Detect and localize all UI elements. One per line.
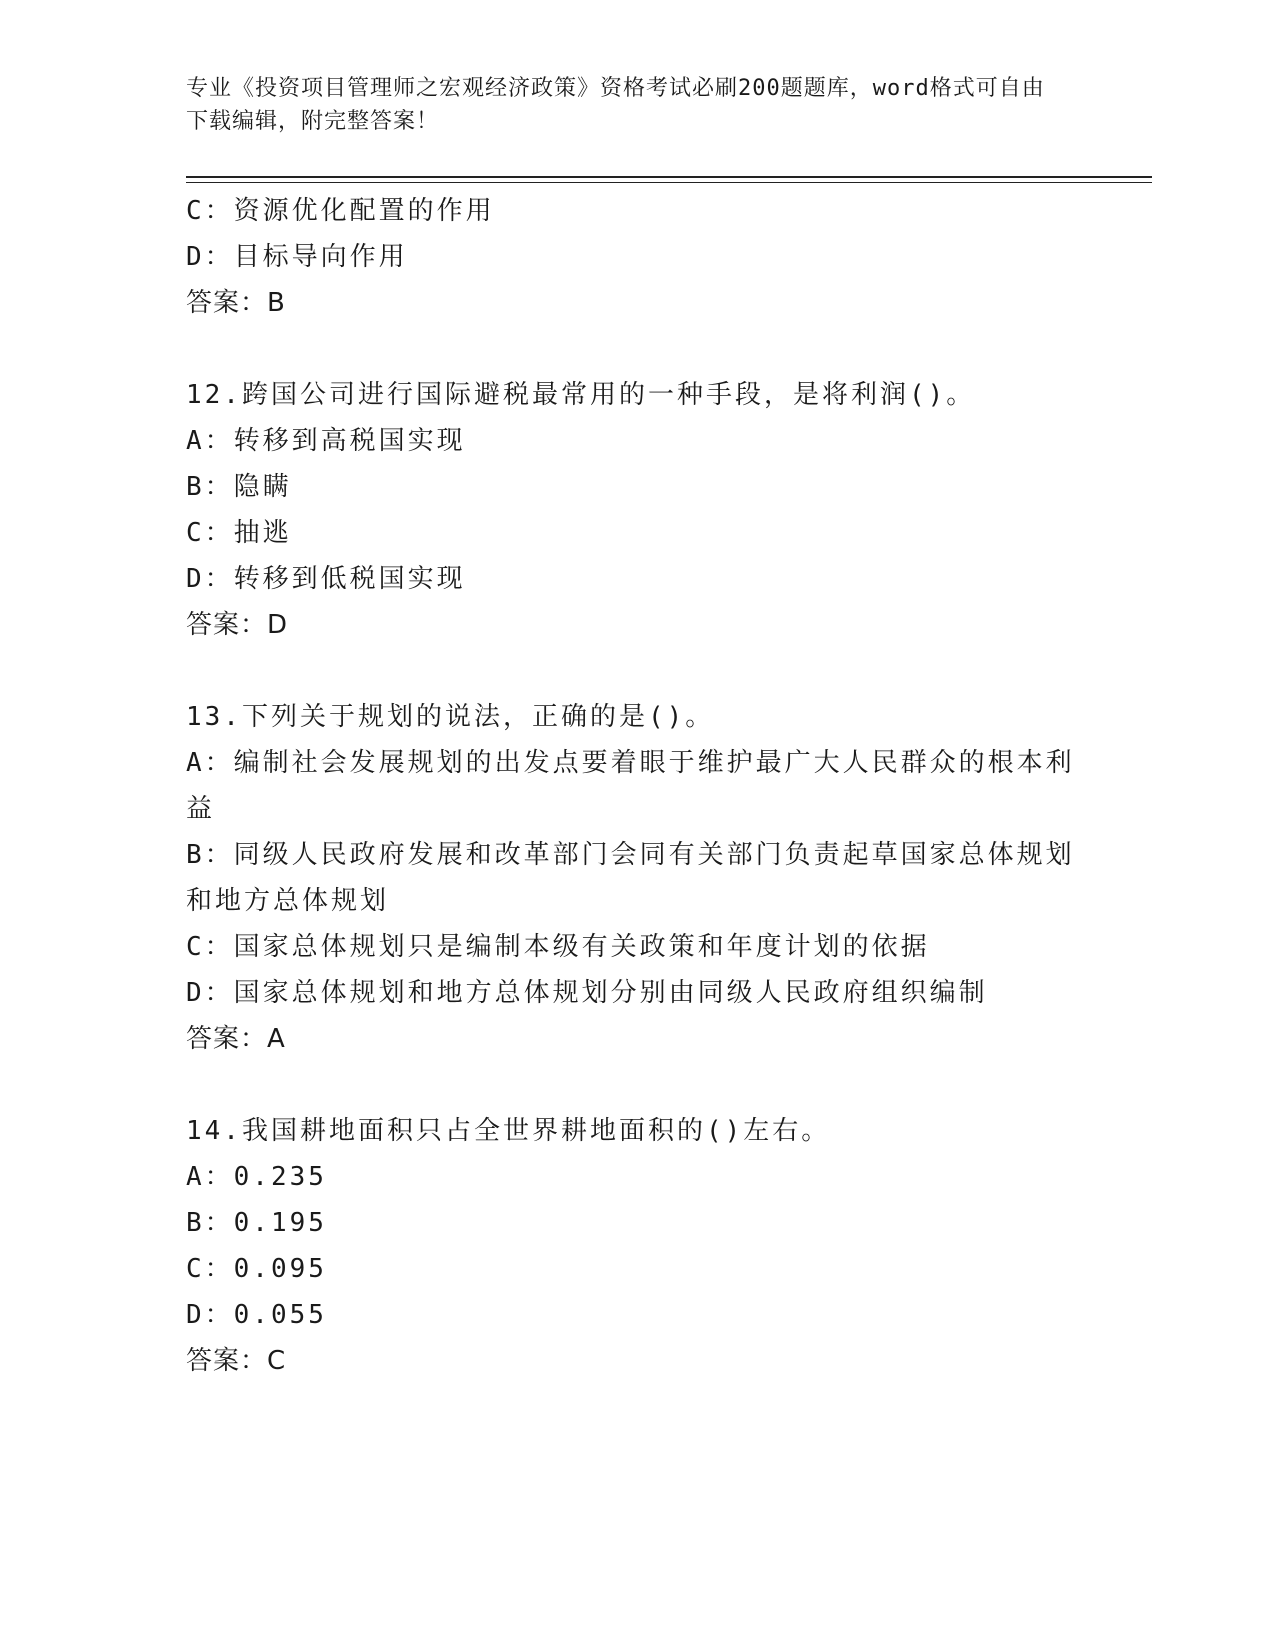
header-divider-thick	[186, 176, 1152, 178]
option-a: A：转移到高税国实现	[186, 426, 466, 456]
spacer	[186, 648, 1086, 694]
option-c: C：国家总体规划只是编制本级有关政策和年度计划的依据	[186, 932, 930, 962]
option-b: B：0.195	[186, 1208, 327, 1238]
option-d: D：0.055	[186, 1300, 327, 1330]
option-b: B：隐瞒	[186, 472, 292, 502]
question-block-12	[186, 372, 1086, 648]
question-text: 13.下列关于规划的说法，正确的是()。	[186, 702, 715, 732]
option-d: D：转移到低税国实现	[186, 564, 466, 594]
answer-line: 答案：A	[186, 1024, 286, 1054]
option-d: D：国家总体规划和地方总体规划分别由同级人民政府组织编制	[186, 978, 988, 1008]
question-text: 14.我国耕地面积只占全世界耕地面积的()左右。	[186, 1116, 831, 1146]
option-d: D：目标导向作用	[186, 242, 408, 272]
option-b: B：同级人民政府发展和改革部门会同有关部门负责起草国家总体规划和地方总体规划	[186, 840, 1075, 916]
spacer	[186, 1062, 1086, 1108]
option-c: C：抽逃	[186, 518, 292, 548]
answer-line: 答案：C	[186, 1346, 287, 1376]
option-a: A：编制社会发展规划的出发点要着眼于维护最广大人民群众的根本利益	[186, 748, 1075, 824]
header-divider-thin	[186, 182, 1152, 183]
page-header: 专业《投资项目管理师之宏观经济政策》资格考试必刷200题题库，word格式可自由下载编辑，附完整答案！	[186, 76, 1045, 134]
spacer	[186, 326, 1086, 372]
answer-line: 答案：D	[186, 610, 289, 640]
option-a: A：0.235	[186, 1162, 327, 1192]
option-c: C：0.095	[186, 1254, 327, 1284]
question-block-14	[186, 1108, 1086, 1384]
question-list	[186, 188, 1086, 1384]
option-c: C：资源优化配置的作用	[186, 196, 495, 226]
question-block-13	[186, 694, 1086, 1062]
question-block-11-tail	[186, 188, 1086, 326]
answer-line: 答案：B	[186, 288, 286, 318]
question-text: 12.跨国公司进行国际避税最常用的一种手段，是将利润()。	[186, 380, 976, 410]
